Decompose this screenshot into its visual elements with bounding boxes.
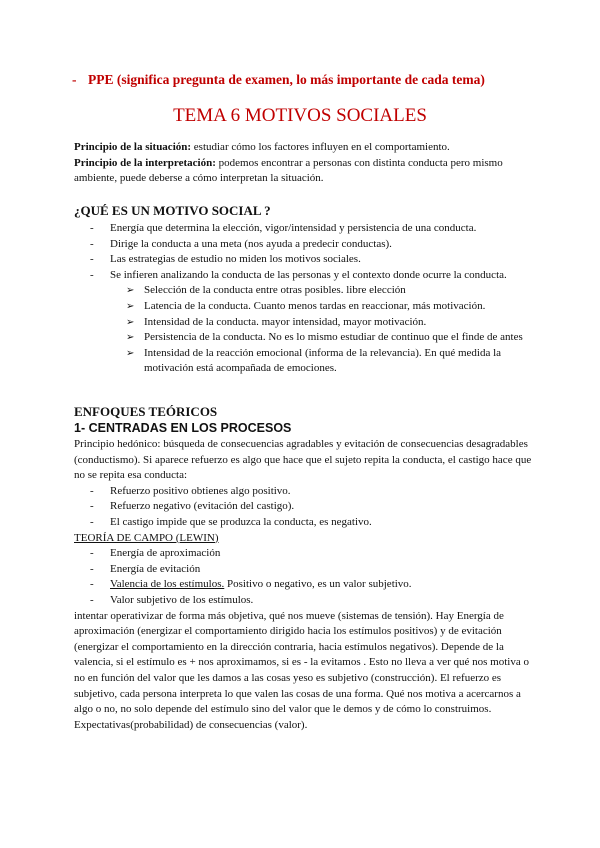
list-item: - Energía de evitación — [74, 562, 534, 578]
ppe-note — [72, 71, 528, 88]
principle-interpretation — [74, 156, 534, 187]
list-item: - Energía de aproximación — [74, 546, 534, 562]
definition-list — [74, 221, 534, 283]
arrow-list-item: ➢ Intensidad de la reacción emocional (informa de la relevancia). En qué medida la motivación está acompañada de emociones. — [74, 346, 534, 377]
list-item: - Valor subjetivo de los estímulos. — [74, 593, 534, 609]
subsection-heading: 1- CENTRADAS EN LOS PROCESOS — [74, 421, 292, 435]
list-item: - Dirige la conducta a una meta (nos ayuda a predecir conductas). — [74, 237, 534, 253]
section-heading: ENFOQUES TEÓRICOS — [74, 404, 218, 419]
section-heading: ¿QUÉ ES UN MOTIVO SOCIAL ? — [74, 203, 271, 218]
page-title: TEMA 6 MOTIVOS SOCIALES — [173, 105, 427, 126]
indicator-list — [74, 283, 534, 377]
principle-text: podemos encontrar a personas con distinta conducta pero mismo ambiente, puede deberse a cómo interpretan la situación. — [74, 156, 503, 185]
ppe-note-text: PPE (significa pregunta de examen, lo más importante de cada tema) — [88, 72, 485, 87]
list-item: - Se infieren analizando la conducta de las personas y el contexto donde ocurre la conducta. — [74, 268, 534, 284]
principles-block — [74, 140, 534, 187]
lewin-list — [74, 546, 534, 608]
section-motivo-social — [74, 203, 534, 377]
reinforcement-list — [74, 484, 534, 531]
arrow-list-item: ➢ Selección de la conducta entre otras posibles. libre elección — [74, 283, 534, 299]
list-item: - Energía que determina la elección, vigor/intensidad y persistencia de una conducta. — [74, 221, 534, 237]
expectations-line: Expectativas(probabilidad) de consecuencias (valor). — [74, 718, 308, 731]
principle-term: Principio de la interpretación: — [74, 156, 216, 169]
arrow-list-item: ➢ Persistencia de la conducta. No es lo mismo estudiar de continuo que el finde de antes — [74, 330, 534, 346]
valence-term: Valencia de los estímulos. — [110, 578, 225, 591]
list-item: - Las estrategias de estudio no miden los motivos sociales. — [74, 252, 534, 268]
lewin-paragraph: intentar operativizar de forma más objetiva, qué nos mueve (sistemas de tensión). Hay Energía de aproximación (energizar el comportamiento dirigido hacia los estímulos positivos) y de evitación (energizar el comportamiento en la dirección contraria, hacia estímulos negativos). Depende de la valencia, si el estímulo es + nos aproximamos, si es - la evitamos . Esto no lleva a ver qué nos motiva o no en función del valor que les damos a las cosas yeso es subjetivo (construcción). El refuerzo es subjetivo, cada persona interpreta lo que valen las cosas de una forma. Qué nos motiva a acercarnos a algo o no, no solo depende del estímulo sino del valor que le demos y de cómo lo construimos. — [74, 609, 529, 716]
section-enfoques — [74, 404, 534, 733]
principle-situation — [74, 140, 534, 156]
principle-text: estudiar cómo los factores influyen en el comportamiento. — [191, 141, 450, 153]
lewin-heading: TEORÍA DE CAMPO (LEWIN) — [74, 531, 219, 544]
arrow-list-item: ➢ Intensidad de la conducta. mayor intensidad, mayor motivación. — [74, 315, 534, 331]
principle-term: Principio de la situación: — [74, 141, 192, 153]
valence-text: Positivo o negativo, es un valor subjetivo. — [224, 578, 412, 591]
arrow-list-item: ➢ Latencia de la conducta. Cuanto menos tardas en reaccionar, más motivación. — [74, 299, 534, 315]
list-item: - Refuerzo positivo obtienes algo positivo. — [74, 484, 534, 500]
list-item: - El castigo impide que se produzca la conducta, es negativo. — [74, 515, 534, 531]
list-item — [74, 577, 534, 593]
hedonic-paragraph: Principio hedónico: búsqueda de consecuencias agradables y evitación de consecuencias desagradables (conductismo). Si aparece refuerzo es algo que hace que el sujeto repita la conducta, el castigo hace que no se repita esa conducta: — [74, 438, 532, 482]
list-item: - Refuerzo negativo (evitación del castigo). — [74, 499, 534, 515]
ppe-dash: - — [72, 72, 77, 87]
